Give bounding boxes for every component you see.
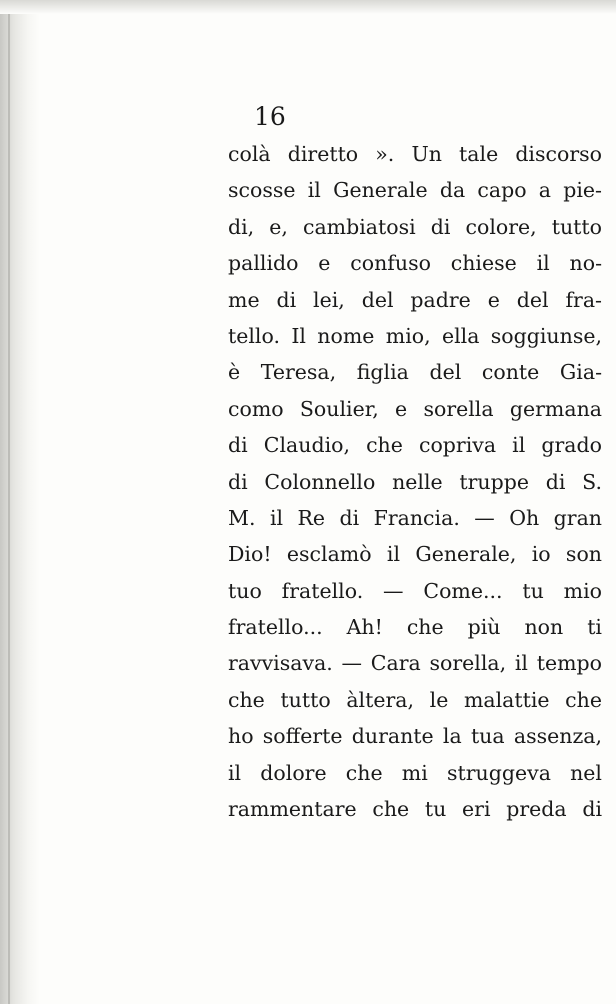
binding-gutter (0, 0, 40, 1004)
text-line: il dolore che mi struggeva nel (228, 760, 602, 785)
text-line: è Teresa, figlia del conte Gia- (228, 360, 602, 385)
text-line: scosse il Generale da capo a pie- (228, 178, 602, 203)
text-line: di, e, cambiatosi di colore, tutto (228, 214, 602, 239)
text-line: M. il Re di Francia. — Oh gran (228, 505, 602, 530)
text-line: pallido e confuso chiese il no- (228, 251, 602, 276)
text-line: rammentare che tu eri preda di (228, 797, 602, 822)
text-line: Dio! esclamò il Generale, io son (228, 542, 602, 567)
text-line: ho sofferte durante la tua assenza, (228, 724, 602, 749)
text-line: me di lei, del padre e del fra- (228, 287, 602, 312)
text-line: ravvisava. — Cara sorella, il tempo (228, 651, 602, 676)
text-line: fratello... Ah! che più non ti (228, 615, 602, 640)
body-text (228, 136, 602, 827)
text-line: colà diretto ». Un tale discorso (228, 142, 602, 166)
page-top-edge (0, 0, 616, 14)
text-line: che tutto àltera, le malattie che (228, 687, 602, 712)
text-line: tello. Il nome mio, ella soggiunse, (228, 323, 602, 348)
text-line: di Colonnello nelle truppe di S. (228, 469, 602, 494)
binding-edge (8, 0, 10, 1004)
page-number: 16 (254, 102, 286, 131)
text-line: como Soulier, e sorella germana (228, 396, 602, 421)
text-line: di Claudio, che copriva il grado (228, 433, 602, 458)
text-line: tuo fratello. — Come... tu mio (228, 578, 602, 603)
